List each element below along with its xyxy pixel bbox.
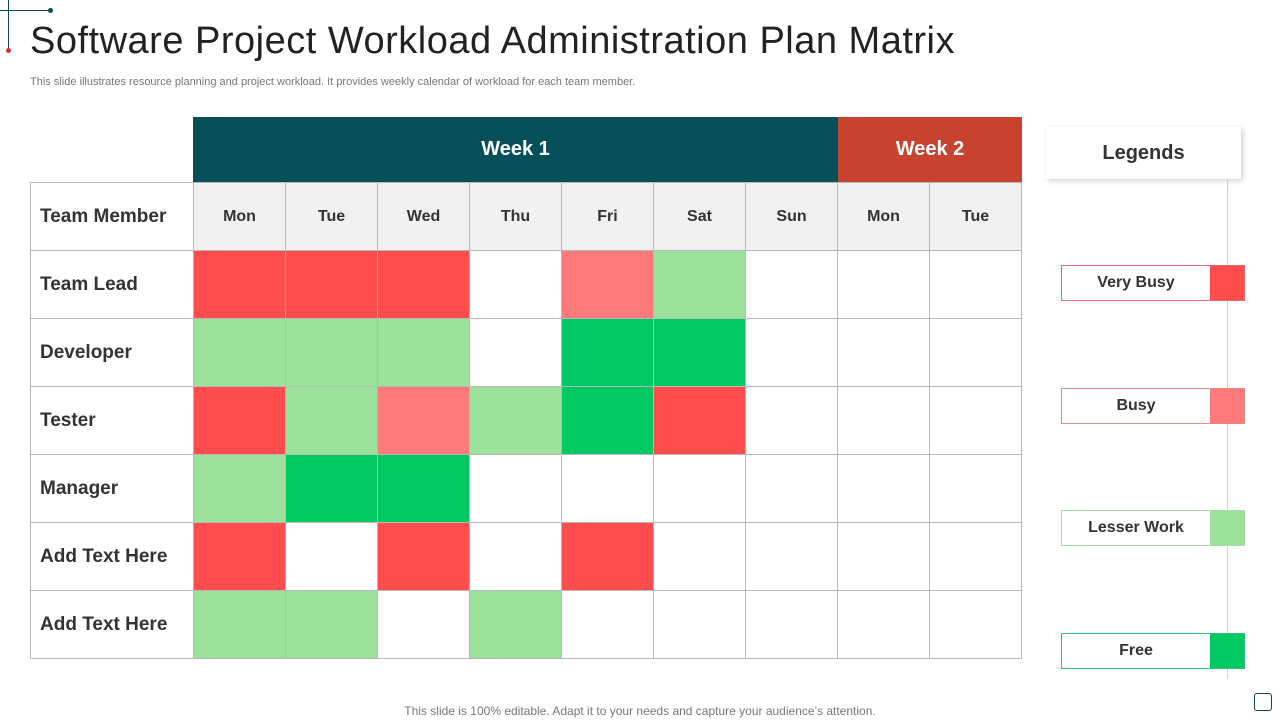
workload-cell-empty [930, 251, 1022, 319]
legend-label: Very Busy [1097, 274, 1175, 291]
workload-cell-empty [562, 591, 654, 659]
day-header-thu: Thu [470, 183, 562, 251]
legend-item-free [1061, 633, 1245, 669]
footer-note: This slide is 100% editable. Adapt it to your needs and capture your audience’s attention. [404, 704, 876, 718]
table-row [31, 455, 1022, 523]
workload-cell-empty [930, 523, 1022, 591]
workload-cell-empty [930, 319, 1022, 387]
workload-cell-empty [286, 523, 378, 591]
day-header-sat: Sat [654, 183, 746, 251]
workload-cell-empty [746, 319, 838, 387]
table-row [31, 319, 1022, 387]
day-header-mon: Mon [194, 183, 286, 251]
workload-cell-lesser-work [194, 455, 286, 523]
workload-cell-empty [930, 591, 1022, 659]
workload-cell-lesser-work [470, 591, 562, 659]
workload-cell-empty [838, 319, 930, 387]
legend-item-lesser-work [1061, 510, 1245, 546]
workload-cell-lesser-work [194, 591, 286, 659]
legend-label: Free [1119, 642, 1153, 659]
workload-cell-empty [470, 319, 562, 387]
team-member-header: Team Member [31, 183, 194, 251]
page-subtitle: This slide illustrates resource planning and project workload. It provides weekly calendar of workload for each team member. [30, 76, 636, 88]
workload-cell-empty [378, 591, 470, 659]
workload-cell-empty [746, 251, 838, 319]
workload-cell-free [286, 455, 378, 523]
workload-cell-empty [470, 455, 562, 523]
legend-swatch [1210, 266, 1244, 300]
team-member-name: Team Lead [31, 251, 194, 319]
workload-cell-very-busy [286, 251, 378, 319]
team-member-name: Add Text Here [31, 523, 194, 591]
workload-cell-lesser-work [286, 591, 378, 659]
table-row [31, 251, 1022, 319]
workload-cell-lesser-work [194, 319, 286, 387]
team-member-name: Manager [31, 455, 194, 523]
workload-cell-empty [470, 251, 562, 319]
corner-accent-line-vertical [8, 0, 9, 50]
workload-cell-empty [746, 591, 838, 659]
workload-cell-very-busy [654, 387, 746, 455]
workload-cell-empty [746, 523, 838, 591]
table-row [31, 523, 1022, 591]
workload-cell-lesser-work [470, 387, 562, 455]
workload-cell-lesser-work [286, 387, 378, 455]
workload-cell-empty [746, 455, 838, 523]
workload-cell-empty [930, 387, 1022, 455]
workload-cell-empty [746, 387, 838, 455]
week-2-header: Week 2 [838, 117, 1022, 182]
day-header-sun: Sun [746, 183, 838, 251]
legend-label: Lesser Work [1088, 519, 1184, 536]
legend-swatch [1210, 389, 1244, 423]
workload-cell-free [378, 455, 470, 523]
workload-cell-empty [838, 455, 930, 523]
slide-corner-icon [1254, 693, 1272, 711]
workload-cell-lesser-work [286, 319, 378, 387]
workload-cell-very-busy [378, 251, 470, 319]
legends-title: Legends [1046, 127, 1241, 179]
workload-cell-empty [654, 591, 746, 659]
workload-cell-busy [562, 251, 654, 319]
table-row [31, 387, 1022, 455]
day-header-wed: Wed [378, 183, 470, 251]
workload-cell-very-busy [194, 523, 286, 591]
workload-matrix [30, 182, 1022, 659]
workload-cell-empty [838, 523, 930, 591]
workload-cell-lesser-work [654, 251, 746, 319]
team-member-name: Add Text Here [31, 591, 194, 659]
workload-cell-empty [838, 591, 930, 659]
workload-cell-very-busy [194, 387, 286, 455]
workload-cell-busy [378, 387, 470, 455]
legend-swatch [1210, 634, 1244, 668]
legends-connector-line [1227, 179, 1228, 679]
legend-item-busy [1061, 388, 1245, 424]
workload-cell-free [562, 387, 654, 455]
legend-label: Busy [1116, 397, 1156, 414]
workload-cell-empty [654, 455, 746, 523]
workload-cell-free [654, 319, 746, 387]
workload-cell-empty [470, 523, 562, 591]
table-row [31, 591, 1022, 659]
day-header-mon: Mon [838, 183, 930, 251]
day-header-tue: Tue [930, 183, 1022, 251]
corner-accent-dot-red [6, 48, 11, 53]
day-header-tue: Tue [286, 183, 378, 251]
matrix-header-row [31, 183, 1022, 251]
workload-cell-free [562, 319, 654, 387]
legend-swatch [1210, 511, 1244, 545]
team-member-name: Developer [31, 319, 194, 387]
workload-cell-empty [654, 523, 746, 591]
workload-cell-empty [838, 251, 930, 319]
workload-cell-empty [838, 387, 930, 455]
workload-cell-very-busy [562, 523, 654, 591]
workload-cell-lesser-work [378, 319, 470, 387]
legend-item-very-busy [1061, 265, 1245, 301]
workload-cell-very-busy [378, 523, 470, 591]
corner-accent-dot [48, 8, 53, 13]
team-member-name: Tester [31, 387, 194, 455]
workload-cell-empty [562, 455, 654, 523]
page-title: Software Project Workload Administration Plan Matrix [30, 20, 955, 62]
workload-cell-very-busy [194, 251, 286, 319]
week-1-header: Week 1 [193, 117, 838, 182]
day-header-fri: Fri [562, 183, 654, 251]
workload-cell-empty [930, 455, 1022, 523]
